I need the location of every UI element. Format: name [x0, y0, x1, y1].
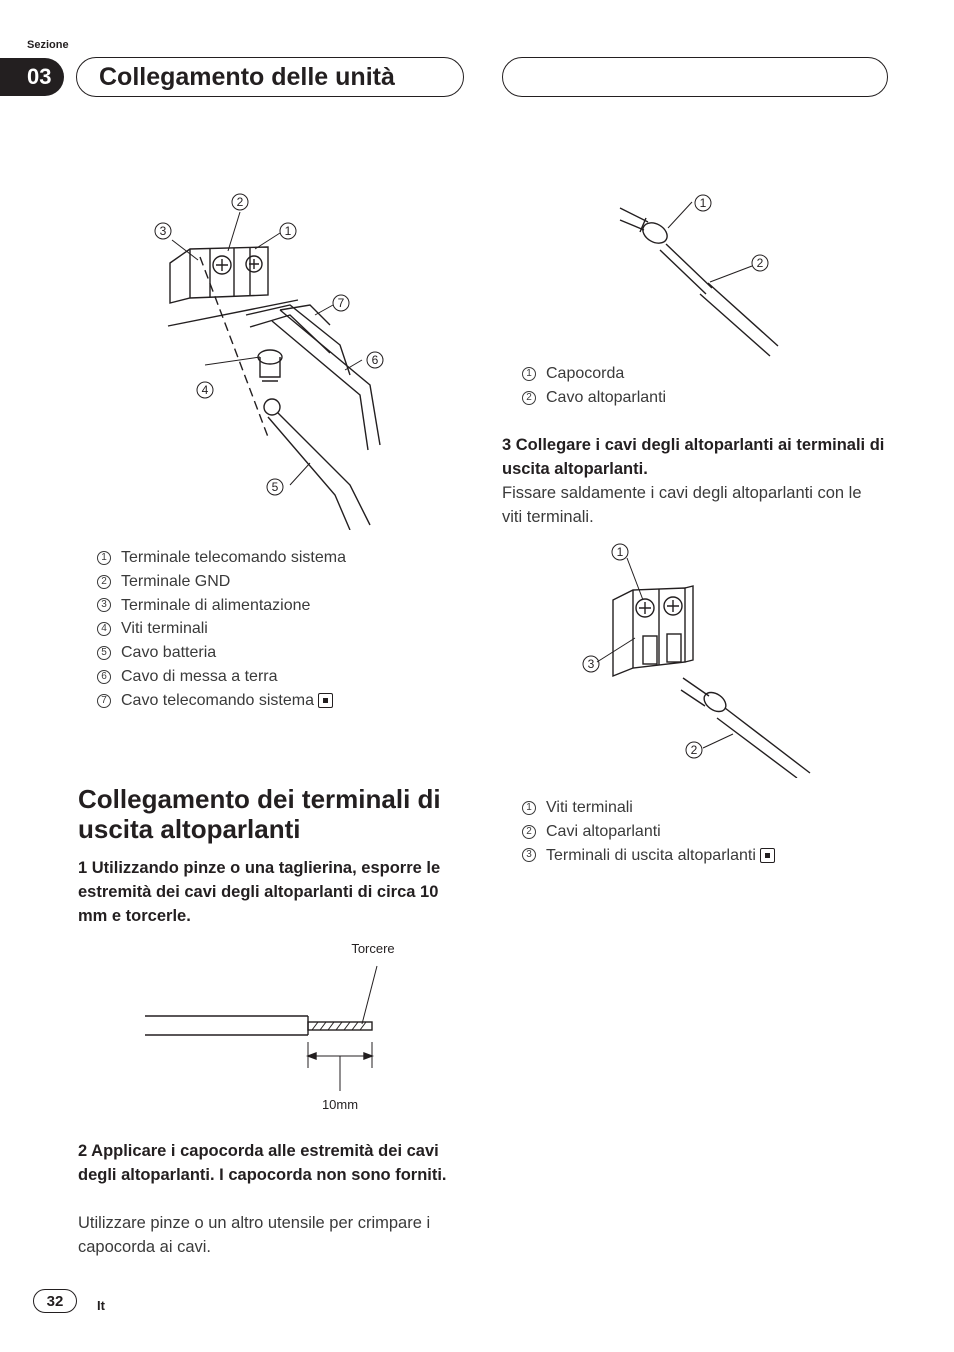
legend-item: [522, 386, 666, 410]
leader-1: [668, 202, 692, 228]
remote-cable: [280, 305, 330, 325]
legend-item: [97, 689, 346, 713]
power-terminal-diagram: [150, 185, 390, 530]
step-2-body: Utilizzare pinze o un altro utensile per crimpare i capocorda ai cavi.: [78, 1214, 431, 1256]
section-label: Sezione: [27, 39, 69, 51]
terminal-slot-right: [667, 634, 681, 662]
leader-3: [172, 240, 198, 260]
ground-cable-body: [272, 310, 380, 450]
legend-num: 4: [97, 622, 111, 636]
legend-item: [522, 820, 775, 844]
callout-3: 3: [159, 224, 167, 238]
end-mark-icon: [760, 848, 775, 863]
legend-text: Viti terminali: [121, 620, 208, 638]
twist-label: Torcere: [351, 941, 395, 956]
legend-text: Cavi altoparlanti: [546, 822, 661, 840]
legend-text: Capocorda: [546, 365, 625, 382]
callout-3: 3: [587, 657, 595, 671]
lug-fork: [620, 208, 648, 232]
page-title-text: Collegamento delle unità: [99, 62, 395, 91]
leader-2: [703, 734, 733, 748]
figure1-legend: [97, 546, 346, 713]
legend-item: [522, 362, 666, 386]
legend-num: 1: [522, 801, 536, 815]
callout-1: 1: [699, 196, 707, 210]
legend-text: Terminale telecomando sistema: [121, 549, 346, 566]
page-title: [76, 57, 464, 97]
callout-2: 2: [236, 195, 244, 209]
twist-leader: [362, 966, 377, 1024]
callout-6: 6: [371, 353, 379, 367]
legend-num: 5: [97, 646, 111, 660]
legend-item: [97, 546, 346, 570]
leader-5: [290, 463, 310, 485]
legend-text: Terminale di alimentazione: [121, 596, 311, 614]
legend-num: 3: [522, 848, 536, 862]
length-label: 10mm: [321, 1097, 359, 1112]
terminal-block: [613, 588, 685, 676]
section-heading: Collegamento dei terminali di uscita altoparlanti: [78, 784, 441, 844]
legend-item: [97, 570, 346, 594]
leader-3: [597, 638, 635, 662]
leader-4: [205, 357, 260, 365]
callout-5: 5: [271, 480, 279, 494]
terminal-screw: [258, 350, 282, 364]
leader-2: [228, 212, 240, 251]
figure3-legend: [522, 796, 775, 867]
screw-shaft: [260, 357, 280, 381]
callout-2: 2: [690, 743, 698, 757]
battery-lug: [264, 399, 280, 415]
legend-num: 2: [97, 575, 111, 589]
legend-item: [522, 844, 775, 868]
wire-strip-diagram: [140, 936, 410, 1116]
terminal-dividers: [633, 589, 659, 668]
legend-item: [522, 796, 775, 820]
terminal-slot-left: [643, 636, 657, 664]
screw-slots: [216, 259, 259, 271]
legend-text: Cavo telecomando sistema: [121, 691, 314, 709]
header-empty-pill: [502, 57, 888, 97]
lug-cable-diagram: [600, 188, 800, 358]
legend-text: Cavo di messa a terra: [121, 667, 278, 685]
legend-text: Viti terminali: [546, 799, 633, 816]
legend-item: [97, 641, 346, 665]
legend-num: 2: [522, 825, 536, 839]
page-number: 32: [33, 1289, 77, 1313]
terminal-side: [685, 586, 693, 662]
legend-num: 2: [522, 391, 536, 405]
step-2: 2 Applicare i capocorda alle estremità dei cavi degli altoparlanti. I capocorda non sono forniti.: [78, 1142, 447, 1184]
legend-num: 7: [97, 694, 111, 708]
ground-cable: [246, 305, 350, 375]
legend-num: 1: [97, 551, 111, 565]
legend-item: [97, 665, 346, 689]
end-mark-icon: [318, 693, 333, 708]
legend-num: 6: [97, 670, 111, 684]
speaker-terminal-diagram: [575, 538, 815, 778]
twist-hatch: [312, 1022, 366, 1030]
section-number-badge: 03: [0, 58, 64, 96]
legend-text: Cavo altoparlanti: [546, 388, 667, 406]
leader-6: [345, 360, 362, 370]
terminal-dividers: [190, 247, 250, 298]
legend-text: Terminali di uscita altoparlanti: [546, 846, 756, 864]
legend-item: [97, 617, 346, 641]
leader-1: [627, 558, 643, 600]
legend-num: 3: [97, 598, 111, 612]
speaker-cable: [700, 283, 778, 356]
figure2-legend: [522, 362, 666, 410]
legend-text: Terminale GND: [121, 572, 231, 590]
callout-1: 1: [616, 545, 624, 559]
legend-text: Cavo batteria: [121, 644, 217, 662]
step-3-body: Fissare saldamente i cavi degli altoparlanti con le viti terminali.: [502, 484, 862, 526]
legend-item: [97, 594, 346, 618]
mounting-surface-line: [168, 300, 298, 326]
step-3: 3 Collegare i cavi degli altoparlanti ai terminali di uscita altoparlanti.: [502, 436, 885, 478]
speaker-cable: [717, 708, 810, 778]
step-1: 1 Utilizzando pinze o una taglierina, esporre le estremità dei cavi degli altoparlanti di circa 10 mm e torcerle.: [78, 859, 441, 925]
exposed-conductor: [660, 244, 712, 294]
legend-num: 1: [522, 367, 536, 381]
callout-2: 2: [756, 256, 764, 270]
callout-7: 7: [337, 296, 345, 310]
leader-7: [315, 305, 333, 315]
leader-2: [710, 266, 752, 282]
callout-4: 4: [201, 383, 209, 397]
language-code: It: [97, 1298, 105, 1313]
callout-1: 1: [284, 224, 292, 238]
battery-cable: [268, 413, 370, 530]
